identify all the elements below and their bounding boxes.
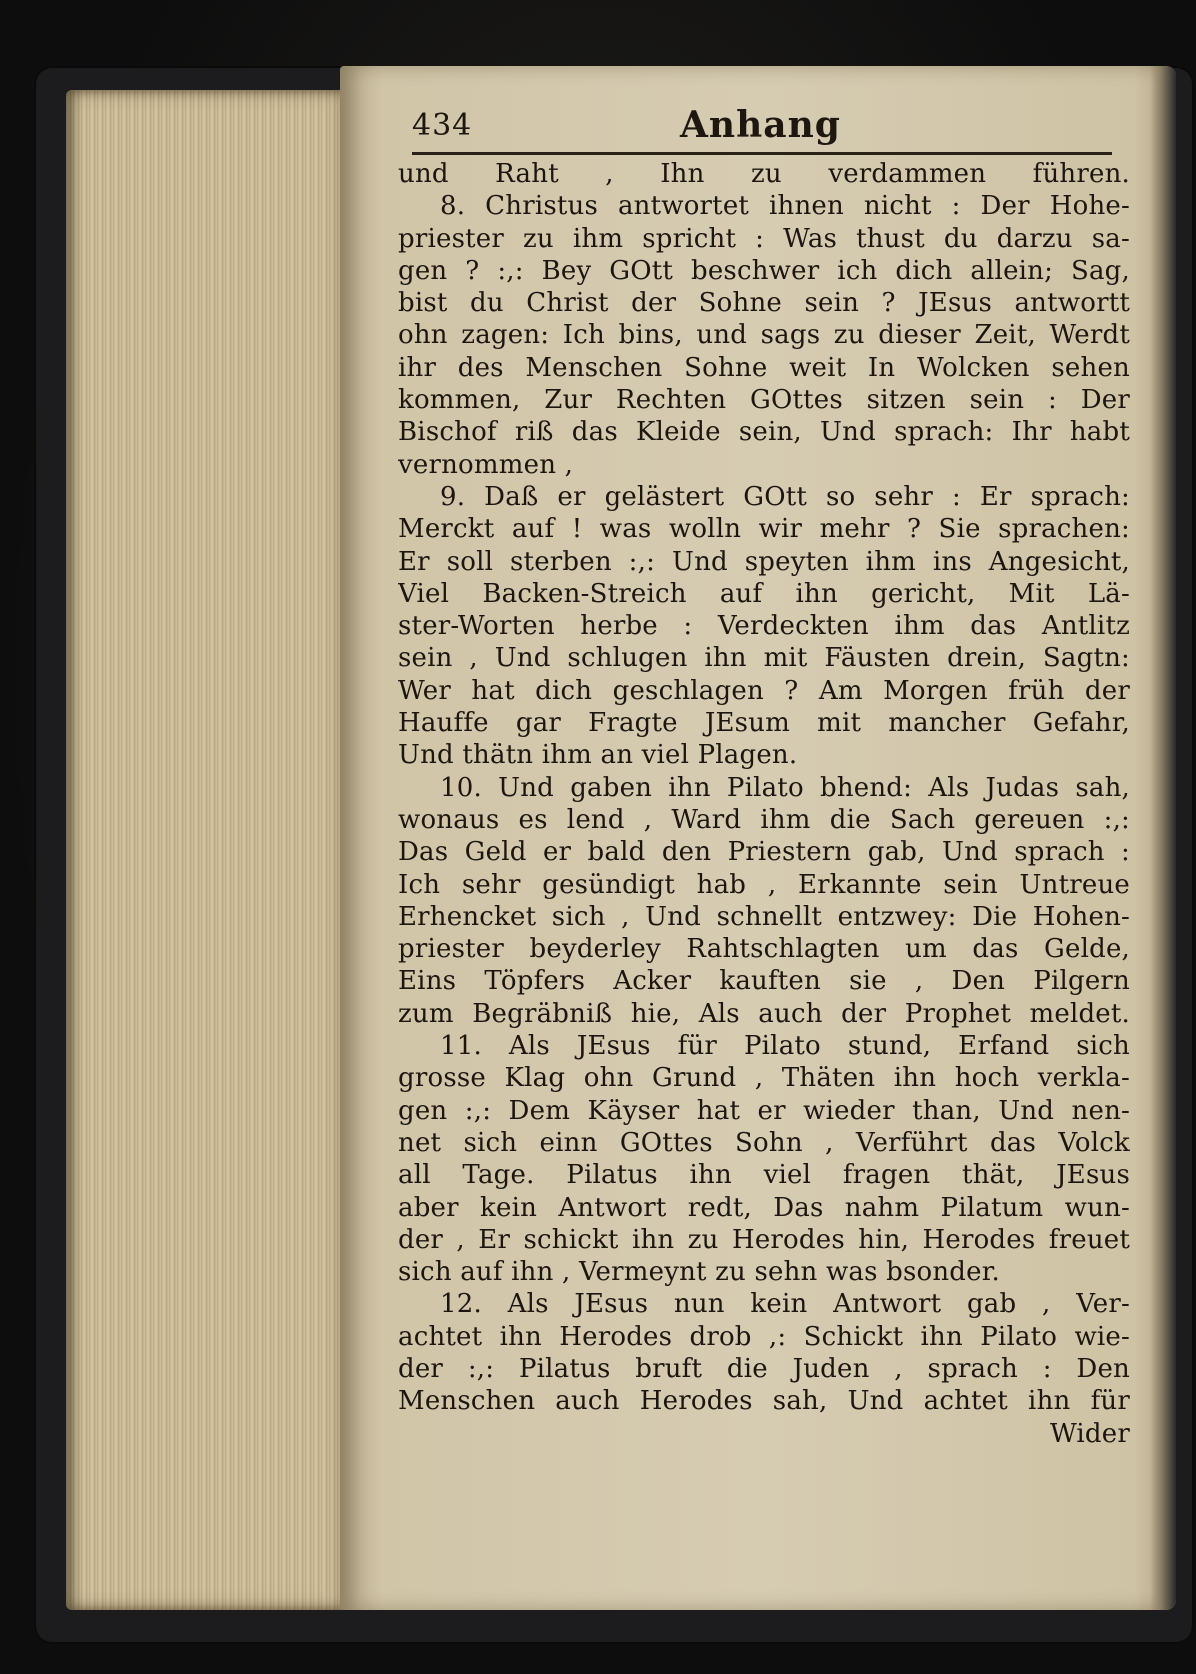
- text-line: 11. Als JEsus für Pilato stund, Erfand sich: [440, 1031, 1130, 1062]
- text-line: der , Er schickt ihn zu Herodes hin, Herodes freuet: [398, 1224, 1130, 1255]
- text-line: Ich sehr gesündigt hab , Erkannte sein Untreue: [398, 869, 1130, 900]
- text-line: Und thätn ihm an viel Plagen.: [398, 740, 798, 771]
- text-line: 9. Daß er gelästert GOtt so sehr : Er sprach:: [440, 481, 1130, 512]
- text-line: grosse Klag ohn Grund , Thäten ihn hoch verkla-: [398, 1063, 1130, 1094]
- text-line: net sich einn GOttes Sohn , Verführt das Volck: [398, 1127, 1130, 1158]
- text-line: und Raht , Ihn zu verdammen führen.: [398, 159, 1130, 189]
- page-edges: [66, 90, 356, 1610]
- text-line: Wider: [1049, 1418, 1130, 1449]
- text-line: 8. Christus antwortet ihnen nicht : Der Hohe-: [440, 191, 1130, 222]
- text-line: zum Begräbniß hie, Als auch der Prophet meldet.: [398, 998, 1130, 1029]
- text-line: sich auf ihn , Vermeynt zu sehn was bsonder.: [398, 1257, 1000, 1288]
- text-line: Erhencket sich , Und schnellt entzwey: Die Hohen-: [398, 901, 1130, 932]
- text-line: Merckt auf ! was wolln wir mehr ? Sie sprachen:: [398, 514, 1130, 545]
- bleed-through: [410, 1438, 1030, 1498]
- text-line: der :,: Pilatus bruft die Juden , sprach : Den: [398, 1353, 1130, 1384]
- text-line: Bischof riß das Kleide sein, Und sprach: Ihr habt: [398, 417, 1130, 448]
- text-line: bist du Christ der Sohne sein ? JEsus antwortt: [398, 288, 1130, 319]
- text-line: gen ? :,: Bey GOtt beschwer ich dich allein; Sag,: [398, 255, 1130, 286]
- text-line: achtet ihn Herodes drob ,: Schickt ihn Pilato wie-: [398, 1321, 1130, 1352]
- text-line: Viel Backen-Streich auf ihn gericht, Mit Lä-: [398, 578, 1130, 609]
- text-line: Das Geld er bald den Priestern gab, Und sprach :: [398, 837, 1130, 868]
- book-page: [340, 66, 1176, 1610]
- text-line: 12. Als JEsus nun kein Antwort gab , Ver-: [440, 1289, 1130, 1320]
- text-line: gen :,: Dem Käyser hat er wieder than, Und nen-: [398, 1095, 1130, 1126]
- text-line: priester beyderley Rahtschlagten um das Gelde,: [398, 934, 1130, 965]
- text-line: Eins Töpfers Acker kauften sie , Den Pilgern: [398, 966, 1130, 997]
- page-fore-edge: [1150, 66, 1176, 1610]
- text-line: sein , Und schlugen ihn mit Fäusten drein, Sagtn:: [398, 643, 1130, 674]
- text-line: priester zu ihm spricht : Was thust du darzu sa-: [398, 223, 1130, 254]
- text-line: Wer hat dich geschlagen ? Am Morgen früh der: [398, 675, 1130, 706]
- running-head: Anhang: [680, 104, 841, 146]
- page-header: [412, 104, 1112, 155]
- text-line: ihr des Menschen Sohne weit In Wolcken sehen: [398, 352, 1130, 383]
- page-number: 434: [412, 108, 473, 143]
- text-line: 10. Und gaben ihn Pilato bhend: Als Judas sah,: [440, 772, 1130, 803]
- text-line: kommen, Zur Rechten GOttes sitzen sein : Der: [398, 385, 1130, 416]
- text-line: aber kein Antwort redt, Das nahm Pilatum wun-: [398, 1192, 1130, 1223]
- text-line: Hauffe gar Fragte JEsum mit mancher Gefahr,: [398, 708, 1130, 739]
- text-line: wonaus es lend , Ward ihm die Sach gereuen :,:: [398, 804, 1130, 835]
- text-line: all Tage. Pilatus ihn viel fragen thät, JEsus: [398, 1160, 1130, 1191]
- text-line: vernommen ,: [398, 449, 574, 480]
- text-line: Menschen auch Herodes sah, Und achtet ihn für: [398, 1386, 1130, 1417]
- text-block: [398, 158, 1130, 1450]
- text-line: ohn zagen: Ich bins, und sags zu dieser Zeit, Werdt: [398, 320, 1130, 351]
- text-line: Er soll sterben :,: Und speyten ihm ins Angesicht,: [398, 546, 1130, 577]
- text-line: ster-Worten herbe : Verdeckten ihm das Antlitz: [398, 611, 1130, 642]
